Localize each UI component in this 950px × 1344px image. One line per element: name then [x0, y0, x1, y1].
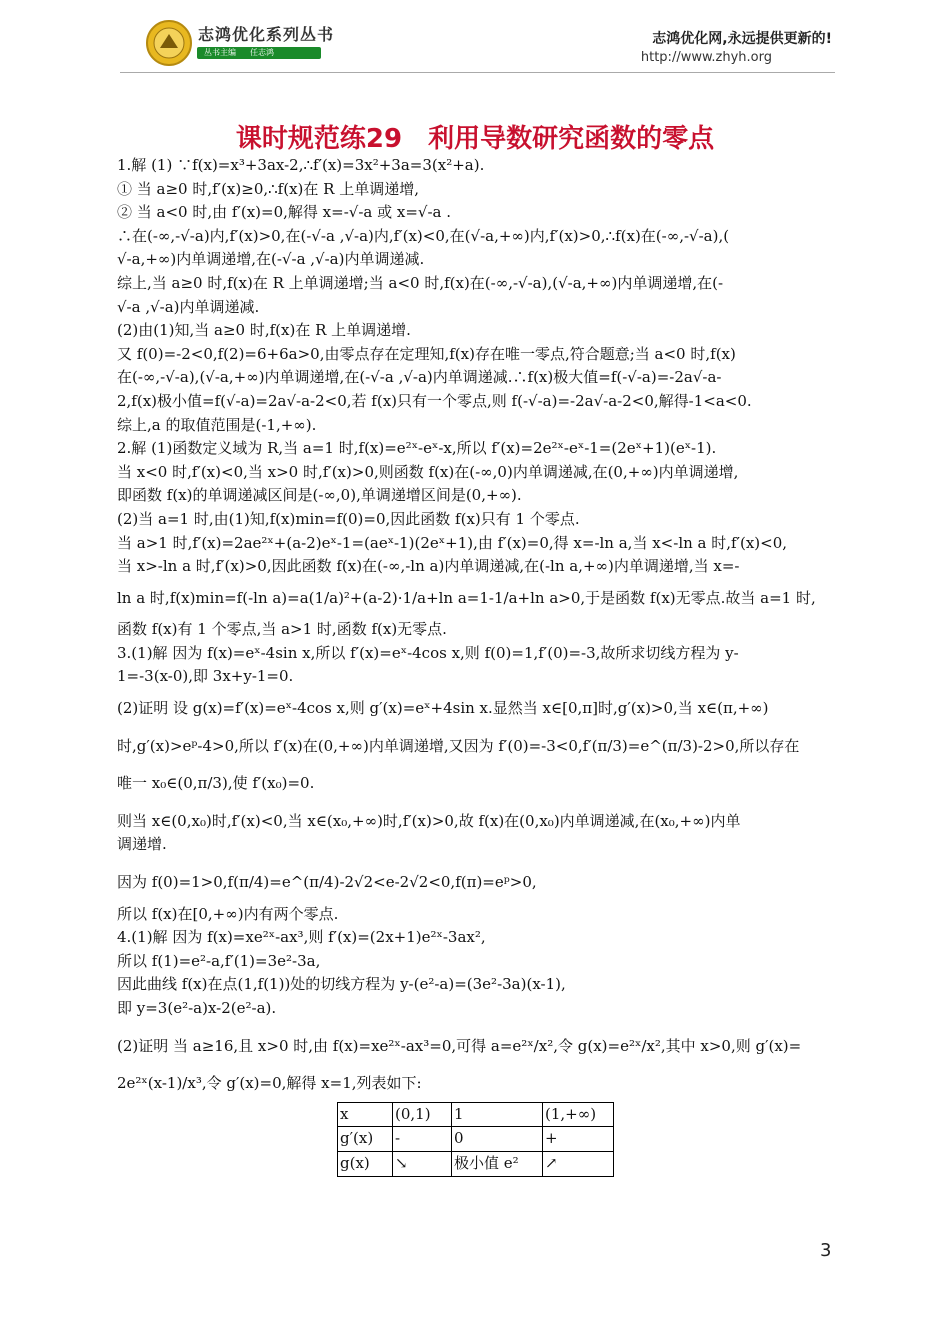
variation-table-wrap [337, 1102, 835, 1177]
text-line: (2)当 a=1 时,由(1)知,f(x)min=f(0)=0,因此函数 f(x)只有 1 个零点. [117, 509, 580, 528]
table-cell: g(x) [338, 1151, 393, 1176]
text-line: (2)证明 设 g(x)=f′(x)=eˣ-4cos x,则 g′(x)=eˣ+4sin x.显然当 x∈[0,π]时,g′(x)>0,当 x∈(π,+∞) [117, 699, 769, 718]
table-cell: x [338, 1102, 393, 1127]
text-line: 2,f(x)极小值=f(√-a)=2a√-a-2<0,若 f(x)只有一个零点,则 f(-√-a)=-2a√-a-2<0,解得-1<a<0. [117, 391, 752, 410]
table-row [338, 1127, 614, 1152]
header-divider [120, 72, 835, 73]
table-cell: 0 [452, 1127, 543, 1152]
text-line: 2e²ˣ(x-1)/x³,令 g′(x)=0,解得 x=1,列表如下: [117, 1074, 422, 1093]
brand-editor: 任志鸿 [250, 48, 274, 57]
page-header [0, 0, 950, 90]
text-line: 当 x>-ln a 时,f′(x)>0,因此函数 f(x)在(-∞,-ln a)内单调递减,在(-ln a,+∞)内单调递增,当 x=- [117, 557, 740, 576]
text-line: 因为 f(0)=1>0,f(π/4)=e^(π/4)-2√2<e-2√2<0,f(π)=eᵖ>0, [117, 873, 537, 892]
page-number: 3 [820, 1240, 832, 1261]
table-row [338, 1102, 614, 1127]
text-line: 即函数 f(x)的单调递减区间是(-∞,0),单调递增区间是(0,+∞). [117, 486, 522, 505]
table-cell: + [543, 1127, 614, 1152]
table-cell: 极小值 e² [452, 1151, 543, 1176]
text-line: 当 x<0 时,f′(x)<0,当 x>0 时,f′(x)>0,则函数 f(x)在(-∞,0)内单调递减,在(0,+∞)内单调递增, [117, 462, 739, 481]
text-line: 则当 x∈(0,x₀)时,f′(x)<0,当 x∈(x₀,+∞)时,f′(x)>0,故 f(x)在(0,x₀)内单调递减,在(x₀,+∞)内单 [117, 811, 741, 830]
text-line: 又 f(0)=-2<0,f(2)=6+6a>0,由零点存在定理知,f(x)存在唯一零点,符合题意;当 a<0 时,f(x) [117, 344, 736, 363]
site-url[interactable]: http://www.zhyh.org [640, 50, 772, 65]
page-title: 课时规范练29 利用导数研究函数的零点 [235, 124, 715, 154]
text-line: 调递增. [117, 835, 167, 854]
variation-table [337, 1102, 614, 1177]
text-line: 综上,当 a≥0 时,f(x)在 R 上单调递增;当 a<0 时,f(x)在(-∞,-√-a),(√-a,+∞)内单调递增,在(- [117, 273, 724, 292]
table-cell: (1,+∞) [543, 1102, 614, 1127]
text-line: 时,g′(x)>eᵖ-4>0,所以 f′(x)在(0,+∞)内单调递增,又因为 f′(0)=-3<0,f′(π/3)=e^(π/3)-2>0,所以存在 [117, 736, 800, 755]
table-cell: g′(x) [338, 1127, 393, 1152]
table-cell: ↗ [543, 1151, 614, 1176]
text-line: 因此曲线 f(x)在点(1,f(1))处的切线方程为 y-(e²-a)=(3e²-3a)(x-1), [117, 975, 566, 994]
text-line: 唯一 x₀∈(0,π/3),使 f′(x₀)=0. [117, 774, 315, 793]
table-cell: (0,1) [393, 1102, 452, 1127]
school-seal-logo-icon [146, 20, 192, 66]
text-line: ∴在(-∞,-√-a)内,f′(x)>0,在(-√-a ,√-a)内,f′(x)<0,在(√-a,+∞)内,f′(x)>0,∴f(x)在(-∞,-√-a),( [117, 226, 730, 245]
text-line: 函数 f(x)有 1 个零点,当 a>1 时,函数 f(x)无零点. [117, 620, 447, 639]
text-line: 2.解 (1)函数定义域为 R,当 a=1 时,f(x)=e²ˣ-eˣ-x,所以 f′(x)=2e²ˣ-eˣ-1=(2eˣ+1)(eˣ-1). [117, 439, 717, 458]
table-row [338, 1151, 614, 1176]
text-line: (2)由(1)知,当 a≥0 时,f(x)在 R 上单调递增. [117, 321, 411, 340]
text-line: ① 当 a≥0 时,f′(x)≥0,∴f(x)在 R 上单调递增, [117, 179, 419, 198]
text-line: 1.解 (1) ∵f(x)=x³+3ax-2,∴f′(x)=3x²+3a=3(x²+a). [117, 156, 485, 174]
brand-subtitle: 丛书主编 [204, 48, 236, 57]
text-line: ln a 时,f(x)min=f(-ln a)=a(1/a)²+(a-2)·1/a+ln a=1-1/a+ln a>0,于是函数 f(x)无零点.故当 a=1 时, [117, 588, 816, 607]
site-slogan: 志鸿优化网,永远提供更新的! [652, 31, 832, 47]
text-line: 4.(1)解 因为 f(x)=xe²ˣ-ax³,则 f′(x)=(2x+1)e²ˣ-3ax², [117, 928, 486, 947]
text-line: 在(-∞,-√-a),(√-a,+∞)内单调递增,在(-√-a ,√-a)内单调递减.∴f(x)极大值=f(-√-a)=-2a√-a- [117, 368, 722, 387]
text-line: 所以 f(x)在[0,+∞)内有两个零点. [117, 904, 339, 923]
text-line: 综上,a 的取值范围是(-1,+∞). [117, 415, 317, 434]
brand-title: 志鸿优化系列丛书 [198, 25, 335, 44]
text-line: ② 当 a<0 时,由 f′(x)=0,解得 x=-√-a 或 x=√-a . [117, 203, 451, 222]
text-line: √-a ,√-a)内单调递减. [117, 297, 260, 316]
table-cell: - [393, 1127, 452, 1152]
text-line: 3.(1)解 因为 f(x)=eˣ-4sin x,所以 f′(x)=eˣ-4cos x,则 f(0)=1,f′(0)=-3,故所求切线方程为 y- [117, 643, 739, 662]
text-line: (2)证明 当 a≥16,且 x>0 时,由 f(x)=xe²ˣ-ax³=0,可得 a=e²ˣ/x²,令 g(x)=e²ˣ/x²,其中 x>0,则 g′(x)= [117, 1036, 802, 1055]
text-line: 所以 f(1)=e²-a,f′(1)=3e²-3a, [117, 951, 321, 970]
text-line: √-a,+∞)内单调递增,在(-√-a ,√-a)内单调递减. [117, 250, 425, 269]
table-cell: ↘ [393, 1151, 452, 1176]
text-line: 当 a>1 时,f′(x)=2ae²ˣ+(a-2)eˣ-1=(aeˣ-1)(2eˣ+1),由 f′(x)=0,得 x=-ln a,当 x<-ln a 时,f′(x)<0, [117, 533, 788, 552]
table-cell: 1 [452, 1102, 543, 1127]
text-line: 1=-3(x-0),即 3x+y-1=0. [117, 667, 294, 686]
solution-content [117, 154, 835, 1177]
text-line: 即 y=3(e²-a)x-2(e²-a). [117, 999, 277, 1017]
